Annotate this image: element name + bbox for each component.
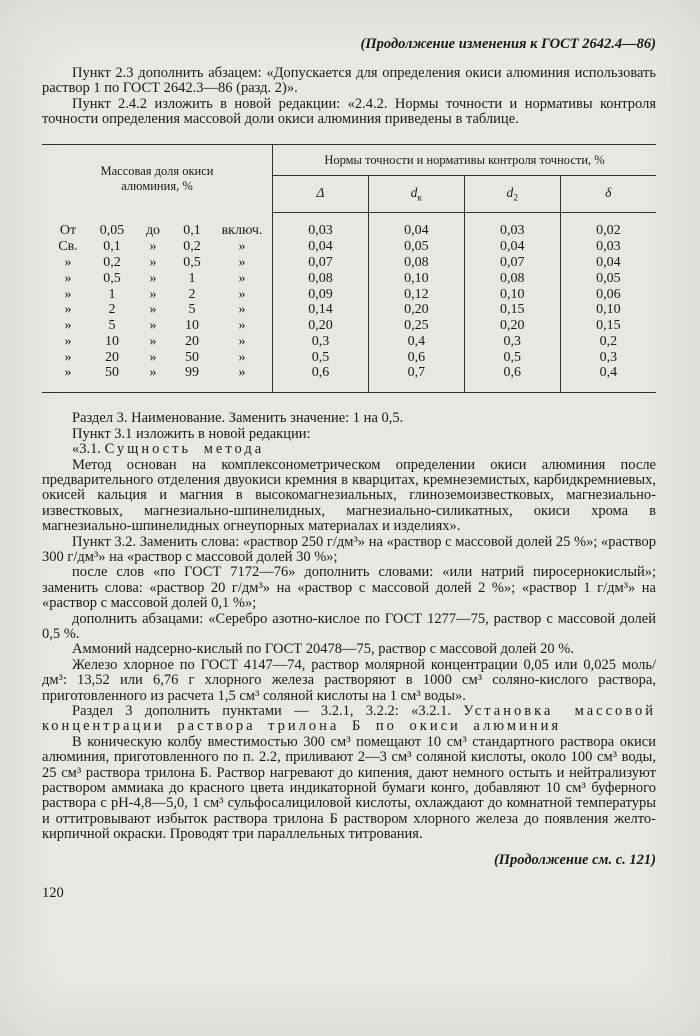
value-cell: 0,20: [368, 302, 464, 318]
value-cell: 0,04: [464, 239, 560, 255]
value-cell: 0,6: [464, 365, 560, 392]
range-cell: » 0,2 » 0,5 »: [64, 254, 246, 270]
range-cell: » 2 » 5 »: [64, 302, 246, 318]
value-cell: 0,04: [273, 239, 369, 255]
value-cell: 0,09: [273, 287, 369, 303]
table-row: [42, 302, 656, 318]
table-body: [42, 213, 656, 393]
value-cell: 0,04: [368, 213, 464, 239]
value-cell: 0,02: [560, 213, 656, 239]
table-row: [42, 365, 656, 392]
value-cell: 0,04: [560, 255, 656, 271]
value-cell: 0,07: [273, 255, 369, 271]
value-cell: 0,10: [368, 271, 464, 287]
paragraph: после слов «по ГОСТ 7172—76» дополнить словами: «или натрий пиросернокислый»; заменить слова: «раствор 20 г/дм³» на «раствор с массовой долей 2 %»; «раствор 1 г/дм³» на «раствор с массовой долей 0,1 %»;: [42, 564, 656, 612]
table-row: [42, 287, 656, 303]
value-cell: 0,14: [273, 302, 369, 318]
paragraph: Аммоний надсерно-кислый по ГОСТ 20478—75, раствор с массовой долей 20 %.: [72, 641, 574, 658]
d2-column-header: $d_2$: [464, 175, 560, 213]
paragraph: Метод основан на комплексонометрическом определении окиси алюминия после предварительного отделения двуокиси кремния в кварцитах, кремнеземистых, карбидкремниевых, окисей кальция и магния в высокомагнезиальных, глиноземоизвестковых, магнезиально-известковых, магнезиально-шпинелидных, магнезиально-силикатных, окиси хрома в магнезиально-шпинелидных огнеупорных материалах и изделиях».: [42, 456, 656, 535]
table-row: [42, 239, 656, 255]
value-cell: 0,03: [273, 213, 369, 239]
range-cell: » 0,5 » 1 »: [64, 270, 246, 286]
page-number: 120: [42, 884, 64, 901]
value-cell: 0,10: [560, 302, 656, 318]
range-cell: » 5 » 10 »: [64, 318, 246, 334]
range-cell: » 20 » 50 »: [64, 349, 246, 365]
table-row: [42, 255, 656, 271]
value-cell: 0,12: [368, 287, 464, 303]
table-header: [42, 144, 656, 213]
paragraph: Пункт 3.2. Заменить слова: «раствор 250 г/дм³» на «раствор с массовой долей 25 %»; «раствор 300 г/дм³» на «раствор с массовой долей 30 %»;: [42, 533, 656, 565]
value-cell: 0,4: [368, 334, 464, 350]
range-cell: » 50 » 99 »: [64, 365, 246, 381]
value-cell: 0,2: [560, 334, 656, 350]
value-cell: 0,5: [273, 350, 369, 366]
paragraph: Раздел 3. Наименование. Заменить значение: 1 на 0,5.: [72, 410, 404, 427]
value-cell: 0,07: [464, 255, 560, 271]
range-cell: Св. 0,1 » 0,2 »: [58, 239, 246, 255]
table-row: [42, 350, 656, 366]
value-cell: 0,3: [273, 334, 369, 350]
value-cell: 0,15: [560, 318, 656, 334]
value-cell: 0,3: [464, 334, 560, 350]
mass-fraction-column-header: Массовая доля окиси алюминия, %: [42, 144, 273, 213]
value-cell: 0,6: [273, 365, 369, 392]
value-cell: 0,5: [464, 350, 560, 366]
table-row: [42, 213, 656, 239]
value-cell: 0,3: [560, 350, 656, 366]
value-cell: 0,15: [464, 302, 560, 318]
paragraph: дополнить абзацами: «Серебро азотно-кислое по ГОСТ 1277—75, раствор с массовой долей 0,5 %.: [42, 610, 656, 642]
table-row: [42, 271, 656, 287]
dk-column-header: $d_к$: [368, 175, 464, 213]
paragraph: В коническую колбу вместимостью 300 см³ помещают 10 см³ стандартного раствора окиси алюминия, приготовленного по п. 2.2, приливают 2—3 см³ соляной кислоты, около 100 см³ воды, 25 см³ раствора трилона Б. Раствор нагревают до кипения, дают немного остыть и нейтрализуют раствором аммиака до красного цвета индикаторной бумаги конго, добавляют 10 см³ буферного раствора с рН-4,8—5,0, 1 см³ сульфосалициловой кислоты, охлаждают до комнатной температуры и оттитровывают избыток раствора трилона Б раствором хлорного железа до появления желто-кирпичной окраски. Проводят три параллельных титрования.: [42, 733, 656, 843]
continuation-footer: (Продолжение см. с. 121): [493, 851, 656, 868]
value-cell: 0,6: [368, 350, 464, 366]
value-cell: 0,05: [368, 239, 464, 255]
letterspaced-heading: Установка массовой концентрации раствора трилона Б по окиси алюминия: [42, 703, 657, 735]
value-cell: 0,05: [560, 271, 656, 287]
norms-group-header: Нормы точности и нормативы контроля точности, %: [273, 144, 657, 175]
range-cell: От 0,05 до 0,1 включ.: [59, 222, 263, 238]
value-cell: 0,20: [273, 318, 369, 334]
small-delta-column-header: δ: [560, 175, 656, 213]
range-cell: » 10 » 20 »: [64, 333, 246, 349]
body-paragraphs: [42, 411, 656, 842]
paragraph: Железо хлорное по ГОСТ 4147—74, раствор молярной концентрации 0,05 или 0,025 моль/дм³: 13,52 или 6,76 г хлорного железа растворяют в 1000 см³ соляно-кислого раствора, приготовленного из расчета 1,5 см³ соляной кислоты на 1 см³ воды».: [42, 656, 656, 704]
table-row: [42, 334, 656, 350]
value-cell: 0,03: [464, 213, 560, 239]
precision-norms-table: [42, 144, 656, 394]
value-cell: 0,20: [464, 318, 560, 334]
table-row: [42, 318, 656, 334]
delta-column-header: Δ: [273, 175, 369, 213]
value-cell: 0,4: [560, 365, 656, 392]
value-cell: 0,08: [464, 271, 560, 287]
range-cell: » 1 » 2 »: [64, 286, 246, 302]
value-cell: 0,06: [560, 287, 656, 303]
continuation-header: (Продолжение изменения к ГОСТ 2642.4—86): [360, 36, 656, 52]
paragraph: Пункт 3.1 изложить в новой редакции:: [72, 425, 311, 442]
intro-paragraphs: [42, 66, 656, 128]
value-cell: 0,7: [368, 365, 464, 392]
value-cell: 0,08: [273, 271, 369, 287]
value-cell: 0,25: [368, 318, 464, 334]
paragraph: Пункт 2.3 дополнить абзацем: «Допускается для определения окиси алюминия использовать раствор 1 по ГОСТ 2642.3—86 (разд. 2)».: [42, 65, 656, 97]
letterspaced-heading: Сущность метода: [104, 441, 265, 458]
value-cell: 0,03: [560, 239, 656, 255]
value-cell: 0,10: [464, 287, 560, 303]
section-heading-paragraph: «3.1. Сущность метода: [72, 441, 265, 458]
paragraph: Пункт 2.4.2 изложить в новой редакции: «2.4.2. Нормы точности и нормативы контроля точности определения массовой доли окиси алюминия приведены в таблице.: [42, 95, 656, 128]
value-cell: 0,08: [368, 255, 464, 271]
section-heading-paragraph: Раздел 3 дополнить пунктами — 3.2.1, 3.2.2: «3.2.1. Установка массовой концентрации раствора трилона Б по окиси алюминия: [42, 703, 657, 735]
